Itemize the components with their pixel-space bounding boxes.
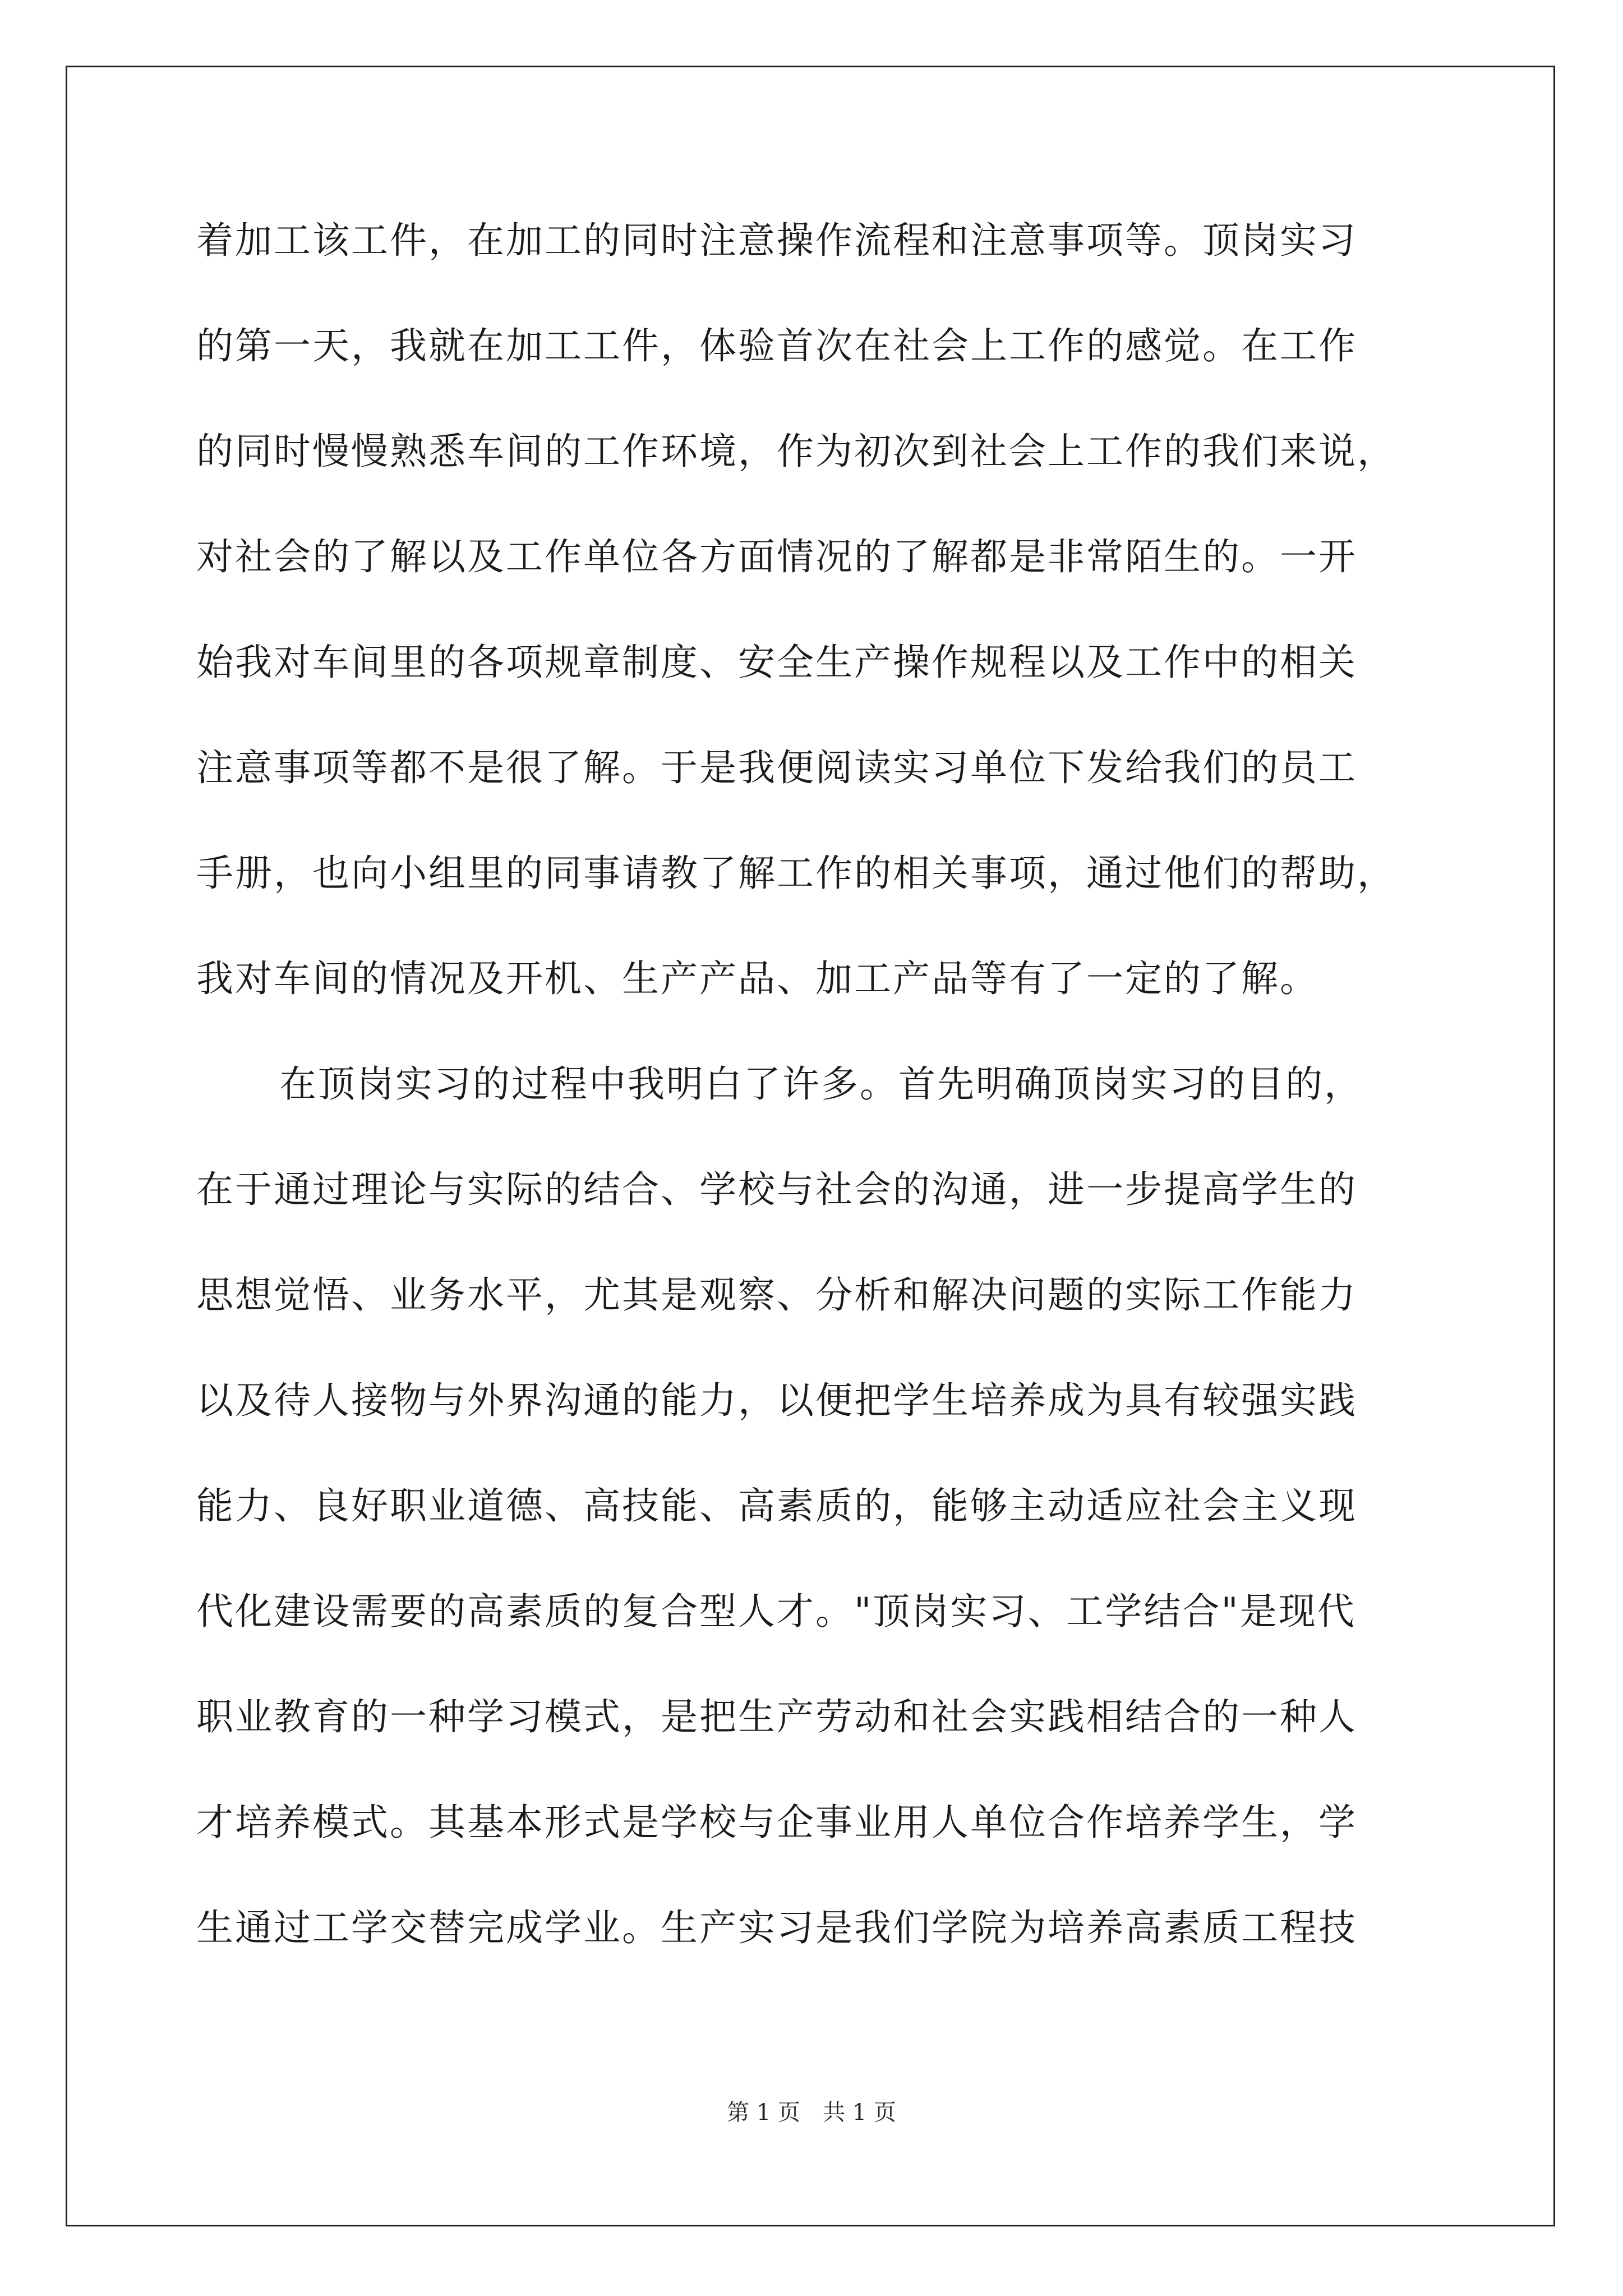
text-line-17: 生通过工学交替完成学业。生产实习是我们学院为培养高素质工程技 [196, 1906, 1357, 1949]
text-line-4: 对社会的了解以及工作单位各方面情况的了解都是非常陌生的。一开 [196, 535, 1357, 578]
text-line-2: 的第一天，我就在加工工件，体验首次在社会上工作的感觉。在工作 [196, 324, 1357, 367]
text-line-12: 以及待人接物与外界沟通的能力，以便把学生培养成为具有较强实践 [196, 1379, 1357, 1422]
text-line-7: 手册，也向小组里的同事请教了解工作的相关事项，通过他们的帮助， [196, 852, 1396, 895]
text-line-1: 着加工该工件，在加工的同时注意操作流程和注意事项等。顶岗实习 [196, 219, 1357, 262]
text-line-11: 思想觉悟、业务水平，尤其是观察、分析和解决问题的实际工作能力 [196, 1273, 1357, 1317]
text-line-16: 才培养模式。其基本形式是学校与企事业用人单位合作培养学生，学 [196, 1801, 1357, 1844]
text-line-10: 在于通过理论与实际的结合、学校与社会的沟通，进一步提高学生的 [196, 1168, 1357, 1211]
text-line-3: 的同时慢慢熟悉车间的工作环境，作为初次到社会上工作的我们来说， [196, 430, 1396, 473]
page-number-footer: 第 1 页 共 1 页 [727, 2100, 896, 2125]
paragraph-start-line: 在顶岗实习的过程中我明白了许多。首先明确顶岗实习的目的， [279, 1062, 1363, 1106]
text-line-8: 我对车间的情况及开机、生产产品、加工产品等有了一定的了解。 [196, 957, 1318, 1000]
text-line-5: 始我对车间里的各项规章制度、安全生产操作规程以及工作中的相关 [196, 641, 1357, 684]
text-line-13: 能力、良好职业道德、高技能、高素质的，能够主动适应社会主义现 [196, 1484, 1357, 1527]
text-line-14: 代化建设需要的高素质的复合型人才。"顶岗实习、工学结合"是现代 [196, 1590, 1356, 1633]
document-body [196, 206, 1447, 1999]
text-line-6: 注意事项等都不是很了解。于是我便阅读实习单位下发给我们的员工 [196, 746, 1357, 789]
text-line-15: 职业教育的一种学习模式，是把生产劳动和社会实践相结合的一种人 [196, 1695, 1357, 1738]
